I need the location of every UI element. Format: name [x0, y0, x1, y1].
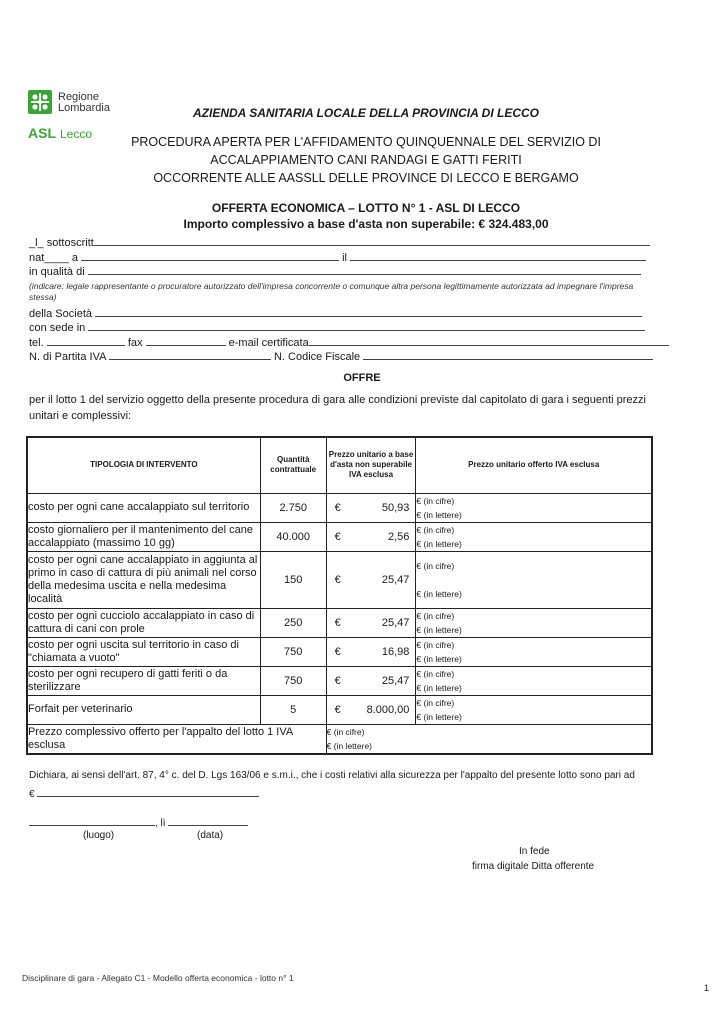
- societa-line: [29, 307, 642, 320]
- row-price: [326, 493, 416, 522]
- qualita-note: (indicare: legale rappresentante o procuratore autorizzato dell'impresa concorrente o comunque altra persona legittimamente autorizzata ad impegnare l'impresa stessa): [29, 281, 634, 302]
- row-offer[interactable]: [416, 666, 652, 695]
- row-desc: costo per ogni cane accalappiato in aggiunta al primo in caso di cattura di più animali nel corso della medesima uscita e nella medesima località: [27, 551, 260, 608]
- asl-label: ASL: [28, 125, 56, 141]
- currency-symbol: €: [334, 645, 341, 658]
- page-footer: Disciplinare di gara - Allegato C1 - Modello offerta economica - lotto n° 1: [22, 973, 294, 983]
- offer-lettere[interactable]: € (in lettere): [416, 624, 462, 635]
- nascita-line: [29, 251, 646, 264]
- nato-label: nat____ a: [29, 252, 78, 264]
- offer-cifre[interactable]: € (in cifre): [416, 495, 455, 506]
- offer-cifre[interactable]: € (in cifre): [416, 524, 455, 535]
- offer-lettere[interactable]: € (in lettere): [416, 711, 462, 722]
- qualita-line: [29, 265, 641, 278]
- sede-line: [29, 321, 645, 334]
- row-desc: costo per ogni cucciolo accalappiato in caso di cattura di cani con prole: [27, 608, 260, 637]
- luogo-nascita-field[interactable]: [81, 251, 339, 261]
- currency-symbol: €: [334, 616, 341, 629]
- header-quantita: Quantità contrattuale: [260, 437, 326, 493]
- offer-lettere[interactable]: € (in lettere): [416, 588, 462, 599]
- data-caption: (data): [197, 830, 224, 841]
- luogo-field[interactable]: [29, 816, 155, 826]
- totale-desc: Prezzo complessivo offerto per l'appalto del lotto 1 IVA esclusa: [27, 724, 326, 754]
- data-nascita-field[interactable]: [350, 251, 646, 261]
- row-qty: 5: [260, 695, 326, 724]
- row-price: [326, 666, 416, 695]
- row-offer[interactable]: [416, 522, 652, 551]
- table-row: [27, 522, 652, 551]
- importo-base: Importo complessivo a base d'asta non superabile: € 324.483,00: [183, 217, 549, 231]
- dichiarazione: [29, 770, 669, 800]
- page-number: 1: [704, 983, 710, 993]
- table-row: [27, 608, 652, 637]
- procedura-title: [0, 133, 724, 187]
- row-price: [326, 637, 416, 666]
- procedura-line: OCCORRENTE ALLE AASSLL DELLE PROVINCE DI LECCO E BERGAMO: [153, 171, 579, 185]
- row-qty: 2.750: [260, 493, 326, 522]
- row-desc: costo per ogni uscita sul territorio in caso di "chiamata a vuoto": [27, 637, 260, 666]
- row-desc: costo giornaliero per il mantenimento del cane accalappiato (massimo 10 gg): [27, 522, 260, 551]
- header-prezzo-offerto: Prezzo unitario offerto IVA esclusa: [416, 437, 652, 493]
- qualita-label: in qualità di: [29, 266, 85, 278]
- price-value: 25,47: [381, 573, 410, 586]
- price-value: 16,98: [381, 645, 410, 658]
- currency-symbol: €: [334, 530, 341, 543]
- offre-heading: OFFRE: [343, 372, 381, 384]
- row-offer[interactable]: [416, 695, 652, 724]
- luogo-caption: (luogo): [83, 830, 115, 841]
- totale-cifre[interactable]: € (in cifre): [326, 726, 365, 737]
- cf-label: N. Codice Fiscale: [273, 351, 361, 363]
- table-row: [27, 551, 652, 608]
- procedura-line: PROCEDURA APERTA PER L'AFFIDAMENTO QUINQUENNALE DEL SERVIZIO DI: [131, 135, 601, 149]
- il-label: il: [342, 252, 347, 264]
- offer-cifre[interactable]: € (in cifre): [416, 668, 455, 679]
- totale-offer[interactable]: [326, 724, 652, 754]
- row-qty: 750: [260, 637, 326, 666]
- data-field[interactable]: [168, 816, 248, 826]
- logo-line1: Regione: [58, 91, 99, 103]
- header-prezzo-base: Prezzo unitario a base d'asta non superabile IVA esclusa: [326, 437, 416, 493]
- procedura-line: ACCALAPPIAMENTO CANI RANDAGI E GATTI FERITI: [210, 153, 522, 167]
- row-price: [326, 522, 416, 551]
- sede-field[interactable]: [88, 321, 645, 331]
- row-qty: 150: [260, 551, 326, 608]
- table-row: [27, 695, 652, 724]
- costi-sicurezza-field[interactable]: [37, 787, 259, 797]
- price-value: 25,47: [381, 674, 410, 687]
- asl-city: Lecco: [60, 127, 93, 141]
- price-value: 25,47: [381, 616, 410, 629]
- currency-symbol: €: [334, 501, 341, 514]
- price-value: 2,56: [388, 530, 410, 543]
- li-label: , lì: [155, 818, 166, 829]
- cf-field[interactable]: [363, 350, 653, 360]
- societa-label: della Società: [29, 308, 92, 320]
- totale-lettere[interactable]: € (in lettere): [326, 740, 373, 751]
- offer-cifre[interactable]: € (in cifre): [416, 560, 455, 571]
- fax-field[interactable]: [146, 336, 226, 346]
- firma-label: firma digitale Ditta offerente: [472, 861, 595, 872]
- qualita-field[interactable]: [88, 265, 641, 275]
- luogo-data-line: [29, 816, 248, 829]
- in-fede: In fede: [519, 846, 550, 857]
- azienda-title: AZIENDA SANITARIA LOCALE DELLA PROVINCIA DI LECCO: [193, 106, 539, 120]
- row-price: [326, 695, 416, 724]
- offerta-table: [26, 436, 653, 755]
- piva-label: N. di Partita IVA: [29, 351, 106, 363]
- price-value: 50,93: [381, 501, 410, 514]
- euro-symbol: €: [29, 789, 35, 800]
- row-desc: costo per ogni cane accalappiato sul territorio: [27, 493, 260, 522]
- logo-line2: Lombardia: [58, 102, 110, 114]
- societa-field[interactable]: [95, 307, 642, 317]
- offer-lettere[interactable]: € (in lettere): [416, 653, 462, 664]
- fiscale-line: [29, 350, 653, 363]
- offer-cifre[interactable]: € (in cifre): [416, 639, 455, 650]
- offer-lettere[interactable]: € (in lettere): [416, 538, 462, 549]
- currency-symbol: €: [334, 703, 341, 716]
- row-qty: 40.000: [260, 522, 326, 551]
- row-price: [326, 551, 416, 608]
- sottoscritto-line: [29, 236, 650, 249]
- offer-cifre[interactable]: € (in cifre): [416, 697, 455, 708]
- row-price: [326, 608, 416, 637]
- currency-symbol: €: [334, 573, 341, 586]
- row-offer[interactable]: [416, 493, 652, 522]
- tel-field[interactable]: [47, 336, 125, 346]
- sottoscritto-label: _l_ sottoscritt: [29, 237, 94, 249]
- header-tipologia: TIPOLOGIA DI INTERVENTO: [27, 437, 260, 493]
- table-total-row: [27, 724, 652, 754]
- sede-label: con sede in: [29, 322, 86, 334]
- price-value: 8.000,00: [366, 703, 410, 716]
- table-row: [27, 637, 652, 666]
- row-qty: 250: [260, 608, 326, 637]
- row-desc: costo per ogni recupero di gatti feriti o da sterilizzare: [27, 666, 260, 695]
- offerta-lotto: OFFERTA ECONOMICA – LOTTO N° 1 - ASL DI LECCO: [211, 201, 521, 215]
- table-header-row: [27, 437, 652, 493]
- offer-lettere[interactable]: € (in lettere): [416, 509, 462, 520]
- intro-text: per il lotto 1 del servizio oggetto della presente procedura di gara alle condizioni previste dal capitolato di gara i seguenti prezzi unitari e complessivi:: [29, 394, 646, 422]
- dichiara-text: Dichiara, ai sensi dell'art. 87, 4° c. del D. Lgs 163/06 e s.m.i., che i costi relativi alla sicurezza per l'appalto del presente lotto sono pari ad: [29, 770, 635, 781]
- table-row: [27, 493, 652, 522]
- fax-label: fax: [127, 337, 143, 349]
- row-qty: 750: [260, 666, 326, 695]
- offer-lettere[interactable]: € (in lettere): [416, 682, 462, 693]
- offerta-title: [0, 200, 724, 232]
- email-field[interactable]: [309, 336, 669, 346]
- contatti-line: [29, 336, 669, 349]
- currency-symbol: €: [334, 674, 341, 687]
- email-label: e-mail certificata: [228, 337, 309, 349]
- sottoscritto-field[interactable]: [94, 236, 650, 246]
- table-row: [27, 666, 652, 695]
- tel-label: tel.: [29, 337, 44, 349]
- piva-field[interactable]: [109, 350, 271, 360]
- row-offer[interactable]: [416, 608, 652, 637]
- row-offer[interactable]: [416, 551, 652, 608]
- row-offer[interactable]: [416, 637, 652, 666]
- row-desc: Forfait per veterinario: [27, 695, 260, 724]
- offer-cifre[interactable]: € (in cifre): [416, 610, 455, 621]
